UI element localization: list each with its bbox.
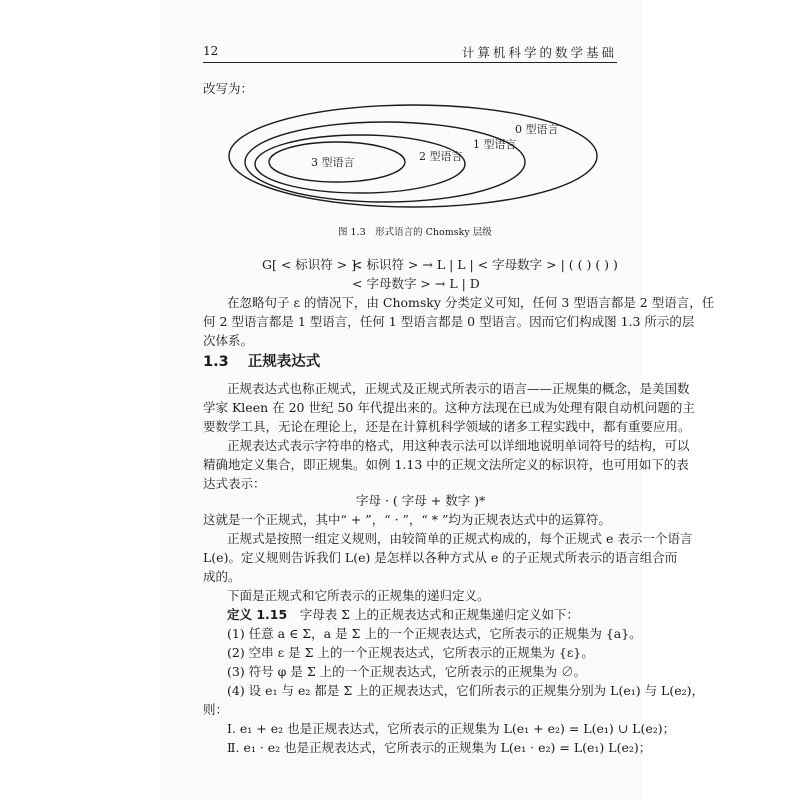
definition-text: 字母表 Σ 上的正规表达式和正规集递归定义如下：	[287, 607, 579, 622]
section-title: 正规表达式	[247, 354, 321, 370]
para4-line-1: 正规式是按照一组定义规则，由较简单的正规式构成的，每个正规式 e 表示一个语言	[227, 531, 693, 546]
grammar-rule-1: < 标识符 > → L | L | < 字母数字 > | ( ( ) ( ) )	[352, 257, 618, 272]
para2-line-3: 达式表示：	[203, 476, 266, 491]
book-title: 计算机科学的数学基础	[461, 45, 617, 60]
page-number: 12	[203, 44, 219, 58]
para1-line-2: 学家 Kleen 在 20 世纪 50 年代提出来的。这种方法现在已成为处理有限自动机问题的主	[203, 400, 695, 415]
definition-item-4: (4) 设 e₁ 与 e₂ 都是 Σ 上的正规表达式，它们所表示的正规集分别为 L(e₁) 与 L(e₂)，	[227, 683, 705, 698]
definition-label: 定义 1.15	[227, 607, 288, 622]
chomsky-para-line-2: 何 2 型语言都是 1 型语言，任何 1 型语言都是 0 型语言。因而它们构成图 1.3 所示的层	[203, 314, 695, 329]
section-heading	[203, 350, 320, 371]
para2-line-1: 正规表达式表示字符串的格式，用这种表示法可以详细地说明单词符号的结构，可以	[227, 438, 690, 453]
type0-ellipse	[229, 105, 597, 207]
para5: 下面是正规式和它所表示的正规集的递归定义。	[227, 588, 490, 603]
grammar-rule-2: < 字母数字 > → L | D	[352, 276, 480, 291]
definition-subitem-1: Ⅰ. e₁ + e₂ 也是正规表达式，它所表示的正规集为 L(e₁ + e₂) = L(e₁) ∪ L(e₂)；	[227, 721, 676, 736]
intro-label: 改写为：	[203, 81, 254, 96]
definition-subitem-2: Ⅱ. e₁ · e₂ 也是正规表达式，它所表示的正规集为 L(e₁ · e₂) = L(e₁) L(e₂)；	[227, 740, 652, 755]
para3: 这就是一个正规式，其中“ + ”，“ · ”，“ * ”均为正规表达式中的运算符。	[203, 512, 611, 527]
grammar-head: G[ < 标识符 > ]：	[262, 257, 369, 272]
definition-line	[227, 606, 579, 624]
para4-line-2: L(e)。定义规则告诉我们 L(e) 是怎样以各种方式从 e 的子正规式所表示的语言组合而	[203, 550, 678, 565]
type0-label: 0 型语言	[515, 123, 559, 136]
chomsky-para-line-1: 在忽略句子 ε 的情况下，由 Chomsky 分类定义可知，任何 3 型语言都是 2 型语言，任	[227, 295, 715, 310]
type3-label: 3 型语言	[311, 156, 355, 169]
type1-ellipse	[245, 122, 525, 202]
definition-item-1: (1) 任意 a ∈ Σ，a 是 Σ 上的一个正规表达式，它所表示的正规集为 {a}。	[227, 626, 642, 641]
chomsky-hierarchy-diagram	[225, 102, 605, 212]
type1-label: 1 型语言	[473, 138, 517, 151]
regex-expression: 字母 · ( 字母 + 数字 )*	[356, 493, 486, 508]
para1-line-1: 正规表达式也称正规式，正规式及正规式所表示的语言——正规集的概念，是美国数	[227, 381, 690, 396]
type2-label: 2 型语言	[419, 150, 463, 163]
definition-item-2: (2) 空串 ε 是 Σ 上的一个正规表达式，它所表示的正规集为 {ε}。	[227, 645, 594, 660]
para4-line-3: 成的。	[203, 569, 241, 584]
section-number: 1.3	[203, 354, 229, 370]
definition-item-4-cont: 则：	[203, 702, 229, 717]
figure-caption: 图 1.3 形式语言的 Chomsky 层级	[338, 227, 492, 238]
chomsky-para-line-3: 次体系。	[203, 333, 254, 348]
para2-line-2: 精确地定义集合，即正规集。如例 1.13 中的正规文法所定义的标识符，也可用如下的表	[203, 457, 689, 472]
running-header	[203, 40, 617, 63]
para1-line-3: 要数学工具，无论在理论上，还是在计算机科学领域的诸多工程实践中，都有重要应用。	[203, 419, 691, 434]
definition-item-3: (3) 符号 φ 是 Σ 上的一个正规表达式，它所表示的正规集为 ∅。	[227, 664, 587, 679]
